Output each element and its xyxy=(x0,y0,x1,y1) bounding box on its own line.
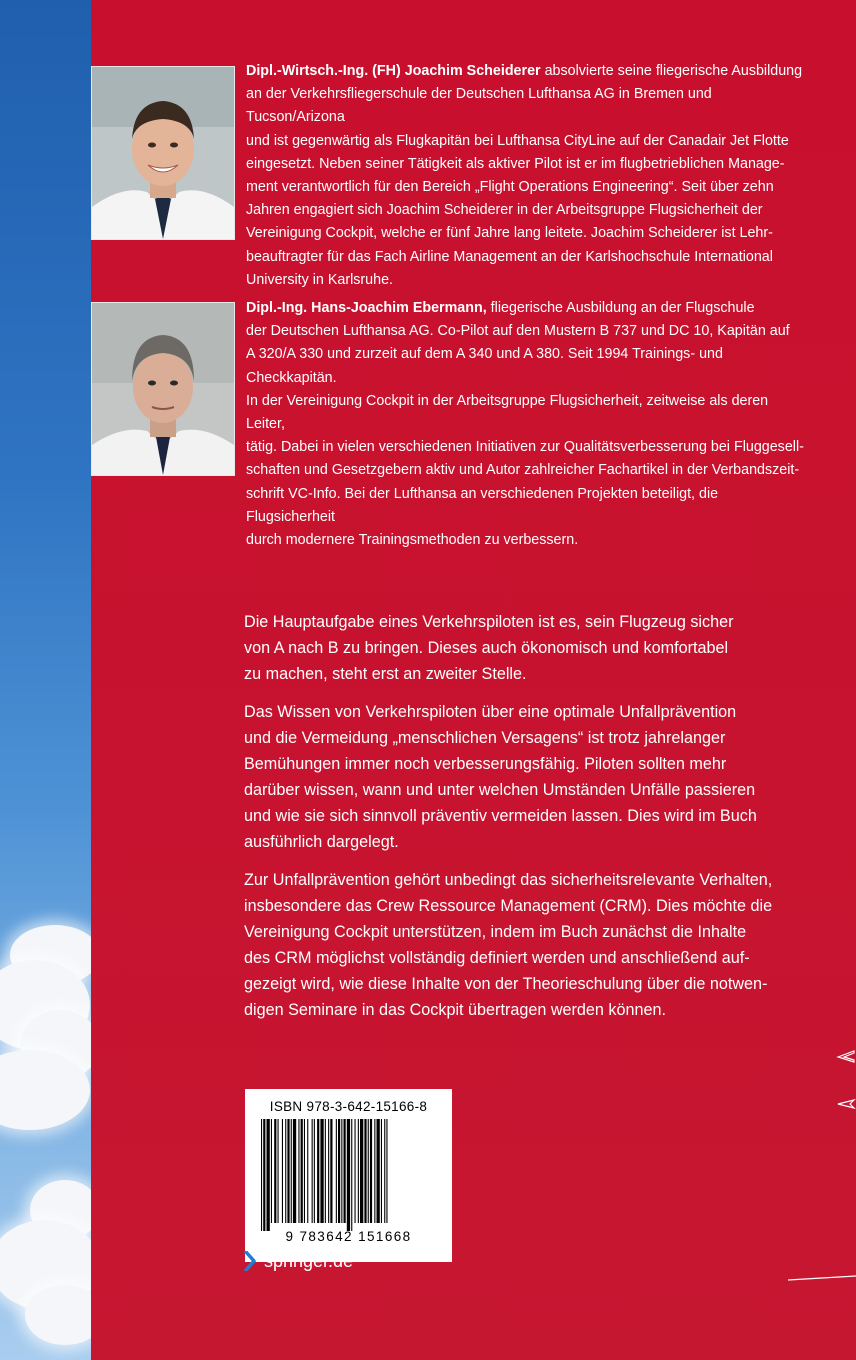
isbn-barcode xyxy=(245,1089,452,1262)
chevron-right-icon xyxy=(244,1251,258,1271)
blurb-paragraph: Das Wissen von Verkehrspiloten über eine optimale Unfallprävention und die Vermeidung „menschlichen Versagens“ ist trotz jahrelanger Bemühungen immer noch verbesserungsfähig. Piloten sollten mehr darüber wissen, wann und unter welchen Umständen Unfälle passieren und wie sie sich sinnvoll präventiv vermeiden lassen. Dies wird im Buch ausführlich dargelegt. xyxy=(244,703,757,851)
author-name: Dipl.-Wirtsch.-Ing. (FH) Joachim Scheiderer xyxy=(246,63,541,79)
publisher-url[interactable]: springer.de xyxy=(264,1250,354,1271)
author-bio-scheiderer: Dipl.-Wirtsch.-Ing. (FH) Joachim Scheiderer absolvierte seine fliegerische Ausbildung an der Verkehrsfliegerschule der Deutschen Lufthansa AG in Bremen und Tucson/Arizona und ist gegenwärtig als Flugkapitän bei Lufthansa CityLine auf der Canadair Jet Flotte eingesetzt. Neben seiner Tätigkeit als aktiver Pilot ist er im flugbetrieblichen Manage- ment verantwortlich für den Bereich „Flight Operations Engineering“. Seit über zehn Jahren engagiert sich Joachim Scheiderer in der Arbeitsgruppe Flugsicherheit der Vereinigung Cockpit, welche er fünf Jahre lang leitete. Joachim Scheiderer ist Lehr- beauftragter für das Fach Airline Management an der Karlshochschule International University in Karlsruhe. xyxy=(246,63,803,288)
airplane-icon xyxy=(836,1094,856,1114)
author-name: Dipl.-Ing. Hans-Joachim Ebermann, xyxy=(246,300,487,316)
sky-strip xyxy=(0,0,91,1360)
publisher-link[interactable] xyxy=(244,1246,353,1276)
contrail-line xyxy=(788,1274,856,1282)
blurb-paragraph: Die Hauptaufgabe eines Verkehrspiloten ist es, sein Flugzeug sicher von A nach B zu bringen. Dieses auch ökonomisch und komfortabel zu machen, steht erst an zweiter Stelle. xyxy=(244,613,734,683)
author-bio-ebermann: Dipl.-Ing. Hans-Joachim Ebermann, fliegerische Ausbildung an der Flugschule der Deutschen Lufthansa AG. Co-Pilot auf den Mustern B 737 und DC 10, Kapitän auf A 320/A 330 und zurzeit auf dem A 340 und A 380. Seit 1994 Trainings- und Checkkapitän. In der Vereinigung Cockpit in der Arbeitsgruppe Flugsicherheit, zeitweise als deren Leiter, tätig. Dabei in vielen verschiedenen Initiativen zur Qualitätsverbesserung bei Fluggesell- schaften und Gesetzgebern aktiv und Autor zahlreicher Fachartikel in der Verbandszeit- schrift VC-Info. Bei der Lufthansa an verschiedenen Projekten beteiligt, die Flugsicherheit durch modernere Trainingsmethoden zu verbessern. xyxy=(246,300,804,549)
ean-digits: 9 783642 151668 xyxy=(285,1229,412,1244)
isbn-text: ISBN 978-3-642-15166-8 xyxy=(269,1099,428,1114)
author-photo-ebermann xyxy=(91,302,235,476)
blurb xyxy=(244,609,819,1035)
airplane-icon xyxy=(836,1045,856,1065)
blurb-paragraph: Zur Unfallprävention gehört unbedingt das sicherheitsrelevante Verhalten, insbesondere das Crew Ressource Management (CRM). Dies möchte die Vereinigung Cockpit unterstützen, indem im Buch zunächst die Inhalte des CRM möglichst vollständig definiert werden und anschließend auf- gezeigt wird, wie diese Inhalte von der Theorieschulung über die notwen- digen Seminare in das Cockpit übertragen werden können. xyxy=(244,871,773,1019)
author-photo-scheiderer xyxy=(91,66,235,240)
